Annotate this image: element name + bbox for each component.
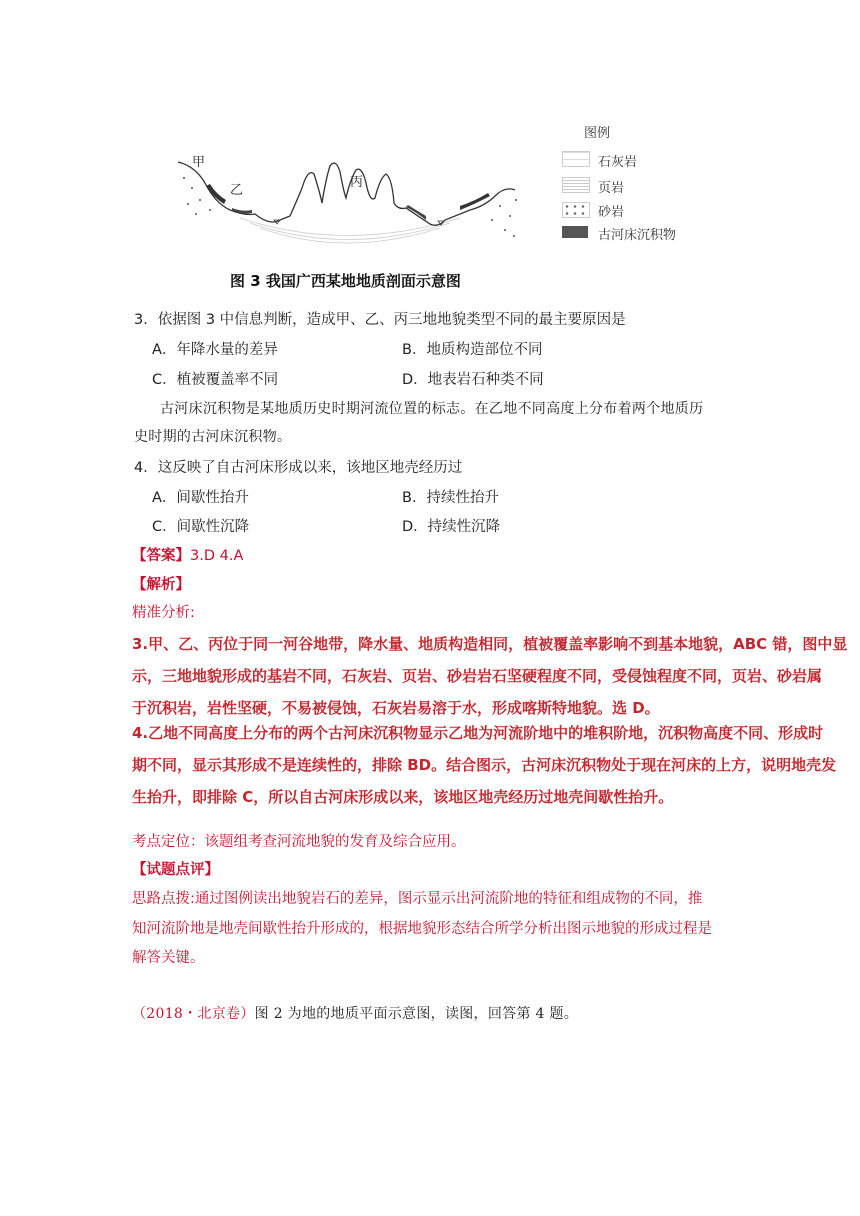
q4-option-c: C．间歇性沉降	[152, 519, 250, 535]
analysis-label: 【解析】	[132, 577, 190, 593]
q3-option-a: A．年降水量的差异	[152, 342, 278, 358]
analysis-subheading: 精准分析:	[132, 605, 195, 621]
legend-swatch-limestone	[562, 151, 590, 167]
q3-option-d: D．地表岩石种类不同	[402, 372, 544, 388]
review-line: 解答关键。	[132, 950, 205, 966]
legend-swatch-ancient-riverbed	[562, 226, 588, 238]
legend-label-shale: 页岩	[598, 181, 625, 196]
next-question-text: 图 2 为地的地质平面示意图，读图，回答第 4 题。	[254, 1006, 579, 1022]
analysis-line: 生抬升，即排除 C，所以自古河床形成以来，该地区地壳经历过地壳间歇性抬升。	[132, 788, 674, 806]
ancient-riverbed-deposit	[206, 184, 226, 204]
legend-label-ancient-riverbed: 古河床沉积物	[598, 228, 677, 243]
label-yi: 乙	[230, 183, 244, 198]
legend-label-limestone: 石灰岩	[598, 155, 638, 170]
ancient-riverbed-deposit	[406, 205, 426, 220]
q3-option-b: B．地质构造部位不同	[402, 342, 543, 358]
q4-option-d: D．持续性沉降	[402, 519, 501, 535]
review-line: 思路点拨:通过图例读出地貌岩石的差异，图示显示出河流阶地的特征和组成物的不同，推	[132, 891, 703, 907]
analysis-line: 于沉积岩，岩性坚硬，不易被侵蚀，石灰岩易溶于水，形成喀斯特地貌。选 D。	[132, 699, 660, 717]
legend-title: 图例	[584, 126, 611, 141]
analysis-line: 4.乙地不同高度上分布的两个古河床沉积物显示乙地为河流阶地中的堆积阶地，沉积物高度不同、形成时	[132, 724, 824, 742]
review-label: 【试题点评】	[132, 862, 219, 878]
next-question-line	[132, 1003, 578, 1023]
exam-point: 考点定位：该题组考查河流地貌的发育及综合应用。	[132, 834, 466, 850]
review-line: 知河流阶地是地壳间歇性抬升形成的，根据地貌形态结合所学分析出图示地貌的形成过程是	[132, 921, 712, 937]
source-tag: （2018・北京卷）	[132, 1006, 255, 1022]
label-bing: 丙	[350, 175, 364, 190]
analysis-line: 3.甲、乙、丙位于同一河谷地带，降水量、地质构造相同，植被覆盖率影响不到基本地貌，ABC 错，图中显	[132, 635, 848, 653]
q4-option-b: B．持续性抬升	[402, 490, 499, 506]
answer-label: 【答案】	[132, 548, 190, 564]
label-jia: 甲	[192, 155, 206, 170]
analysis-line: 期不同，显示其形成不是连续性的，排除 BD。结合图示，古河床沉积物处于现在河床的上方，说明地壳发	[132, 756, 837, 774]
geological-profile-diagram	[170, 148, 530, 248]
q4-option-a: A．间歇性抬升	[152, 490, 249, 506]
answer-line	[132, 544, 243, 565]
analysis-line: 示，三地地貌形成的基岩不同，石灰岩、页岩、砂岩岩石坚硬程度不同，受侵蚀程度不同，页岩、砂岩属	[132, 667, 823, 685]
question-4-stem: 4．这反映了自古河床形成以来，该地区地壳经历过	[134, 460, 463, 476]
figure-caption: 图 3 我国广西某地地质剖面示意图	[230, 272, 461, 290]
answer-value: 3.D 4.A	[190, 548, 244, 564]
intro-line-1: 古河床沉积物是某地质历史时期河流位置的标志。在乙地不同高度上分布着两个地质历	[160, 401, 704, 417]
ancient-riverbed-deposit	[232, 208, 252, 214]
legend-swatch-sandstone	[562, 202, 590, 218]
intro-line-2: 史时期的古河床沉积物。	[134, 429, 292, 445]
legend-label-sandstone: 砂岩	[598, 205, 625, 220]
legend-swatch-shale	[562, 177, 590, 193]
terrain-profile-line	[178, 162, 515, 225]
question-3-stem: 3．依据图 3 中信息判断，造成甲、乙、丙三地地貌类型不同的最主要原因是	[134, 312, 626, 328]
ancient-riverbed-deposit	[460, 193, 490, 210]
q3-option-c: C．植被覆盖率不同	[152, 372, 279, 388]
